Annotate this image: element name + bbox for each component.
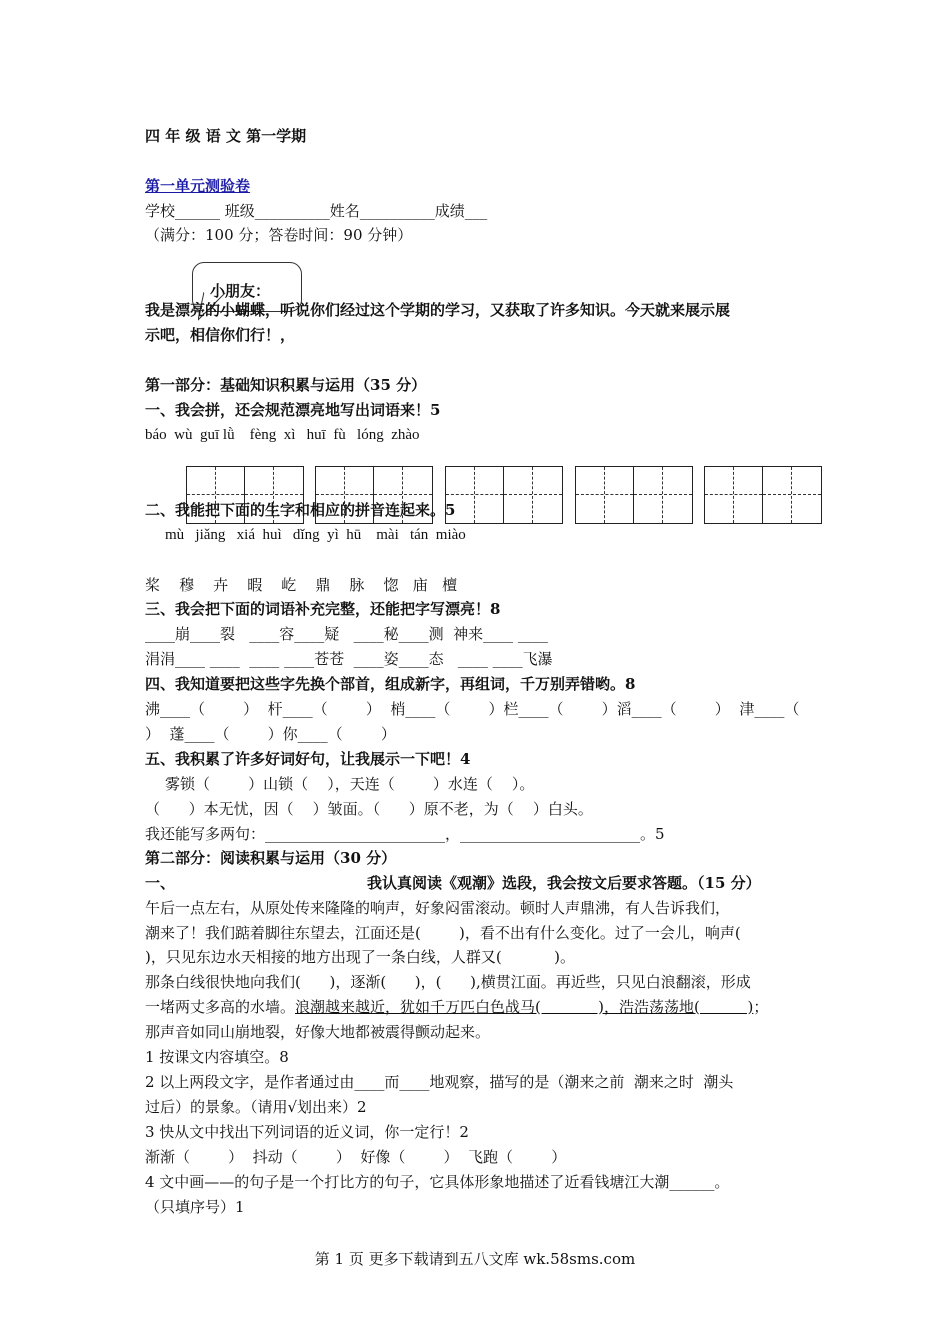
grade-title: 四 年 级 语 文 第一学期 <box>145 127 307 145</box>
score-time-note: （满分：100 分；答卷时间：90 分钟） <box>145 226 413 244</box>
underlined-simile-sentence: 浪潮越来越近，犹如千万匹白色战马( )，浩浩荡荡地( ) <box>295 998 754 1016</box>
passage-2-line-2 <box>145 997 768 1017</box>
question-3-items: 渐渐（ ） 抖动（ ） 好像（ ） 飞跑（ ） <box>145 1148 567 1166</box>
question-4-line-2: （只填序号）1 <box>145 1198 245 1216</box>
q3-line-1: ____崩____裂 ____容____疑 ____秘____测 神来____ ____ <box>145 625 548 643</box>
q5-line-2: （ ）本无忧，因（ ）皱面。（ ）原不老，为（ ）白头。 <box>145 800 593 818</box>
q5-line-1: 雾锁（ ）山锁（ ），天连（ ）水连（ ）。 <box>165 775 535 793</box>
q1-title: 一、我会拼，还会规范漂亮地写出词语来！5 <box>145 401 441 419</box>
bubble-greeting: 小朋友： <box>210 282 271 300</box>
passage-2-line-1: 那条白线很快地向我们( )，逐渐( )，( ),横贯江面。再近些，只见白浪翻滚，形成 <box>145 973 751 991</box>
grid-cell[interactable] <box>576 467 634 523</box>
part2-section-number: 一、 <box>145 874 176 892</box>
passage-2-line-3: 那声音如同山崩地裂，好像大地都被震得颤动起来。 <box>145 1023 491 1041</box>
q3-title: 三、我会把下面的词语补充完整，还能把字写漂亮！8 <box>145 600 501 618</box>
part2-section-title: 我认真阅读《观潮》选段，我会按文后要求答题。（15 分） <box>367 874 761 892</box>
question-4-line-1: 4 文中画——的句子是一个打比方的句子，它具体形象地描述了近看钱塘江大潮______。 <box>145 1173 730 1191</box>
q3-line-2: 涓涓____ ____ ____ ____苍苍 ____姿____态 ____ ____飞瀑 <box>145 650 553 668</box>
page-footer: 第 1 页 更多下载请到五八文库 wk.58sms.com <box>314 1250 636 1268</box>
intro-line-1: 我是漂亮的小蝴蝶，听说你们经过这个学期的学习，又获取了许多知识。今天就来展示展 <box>145 301 731 319</box>
passage-1-line-1: 午后一点左右，从原处传来隆隆的响声，好象闷雷滚动。顿时人声鼎沸，有人告诉我们， <box>145 899 731 917</box>
student-info-line: 学校______ 班级__________姓名__________成绩___ <box>145 202 488 220</box>
question-3: 3 快从文中找出下列词语的近义词，你一定行！2 <box>145 1123 469 1141</box>
passage-1-line-2: 潮来了！我们踮着脚往东望去，江面还是( )，看不出有什么变化。过了一会儿，响声( <box>145 924 741 942</box>
passage-2-line-2-end: ； <box>753 998 769 1016</box>
intro-line-2: 示吧，相信你们行！， <box>145 326 296 344</box>
q4-line-1: 沸____（ ） 杆____（ ） 梢____（ ）栏____（ ）滔____（ ） 津____（ <box>145 700 800 718</box>
passage-2-line-2-start: 一堵两丈多高的水墙。 <box>145 998 296 1016</box>
grid-cell[interactable] <box>504 467 562 523</box>
q5-line-3: 我还能写多两句：________________________，________________________。5 <box>145 825 665 843</box>
q5-title: 五、我积累了许多好词好句，让我展示一下吧！4 <box>145 750 471 768</box>
q2-title: 二、我能把下面的生字和相应的拼音连起来。5 <box>145 501 456 519</box>
q1-pinyin: báo wù guī lǜ fèng xì huī fù lóng zhào <box>145 427 420 443</box>
writing-grid-4[interactable] <box>575 466 693 524</box>
grid-cell[interactable] <box>634 467 692 523</box>
grid-cell[interactable] <box>705 467 763 523</box>
writing-grid-5[interactable] <box>704 466 822 524</box>
question-2-line-2: 过后）的景象。（请用√划出来）2 <box>145 1098 367 1116</box>
passage-1-line-3: )，只见东边水天相接的地方出现了一条白线，人群又( )。 <box>145 948 576 966</box>
q4-title: 四、我知道要把这些字先换个部首，组成新字，再组词，千万别弄错哟。8 <box>145 675 636 693</box>
grid-cell[interactable] <box>763 467 821 523</box>
q4-line-2: ） 蓬____（ ）你____（ ） <box>145 725 396 743</box>
q2-characters: 桨 穆 卉 暇 屹 鼎 脉 惚 庙 檀 <box>145 576 458 594</box>
unit-title-link[interactable]: 第一单元测验卷 <box>145 177 251 195</box>
part1-title: 第一部分：基础知识积累与运用（35 分） <box>145 376 427 394</box>
q2-pinyin: mù jiǎng xiá huì dǐng yì hū mài tán miào <box>165 527 466 543</box>
part2-title: 第二部分：阅读积累与运用（30 分） <box>145 849 397 867</box>
question-2-line-1: 2 以上两段文字，是作者通过由____而____地观察，描写的是（潮来之前 潮来之时 潮头 <box>145 1073 734 1091</box>
question-1: 1 按课文内容填空。8 <box>145 1048 289 1066</box>
writing-grid-3[interactable] <box>445 466 563 524</box>
